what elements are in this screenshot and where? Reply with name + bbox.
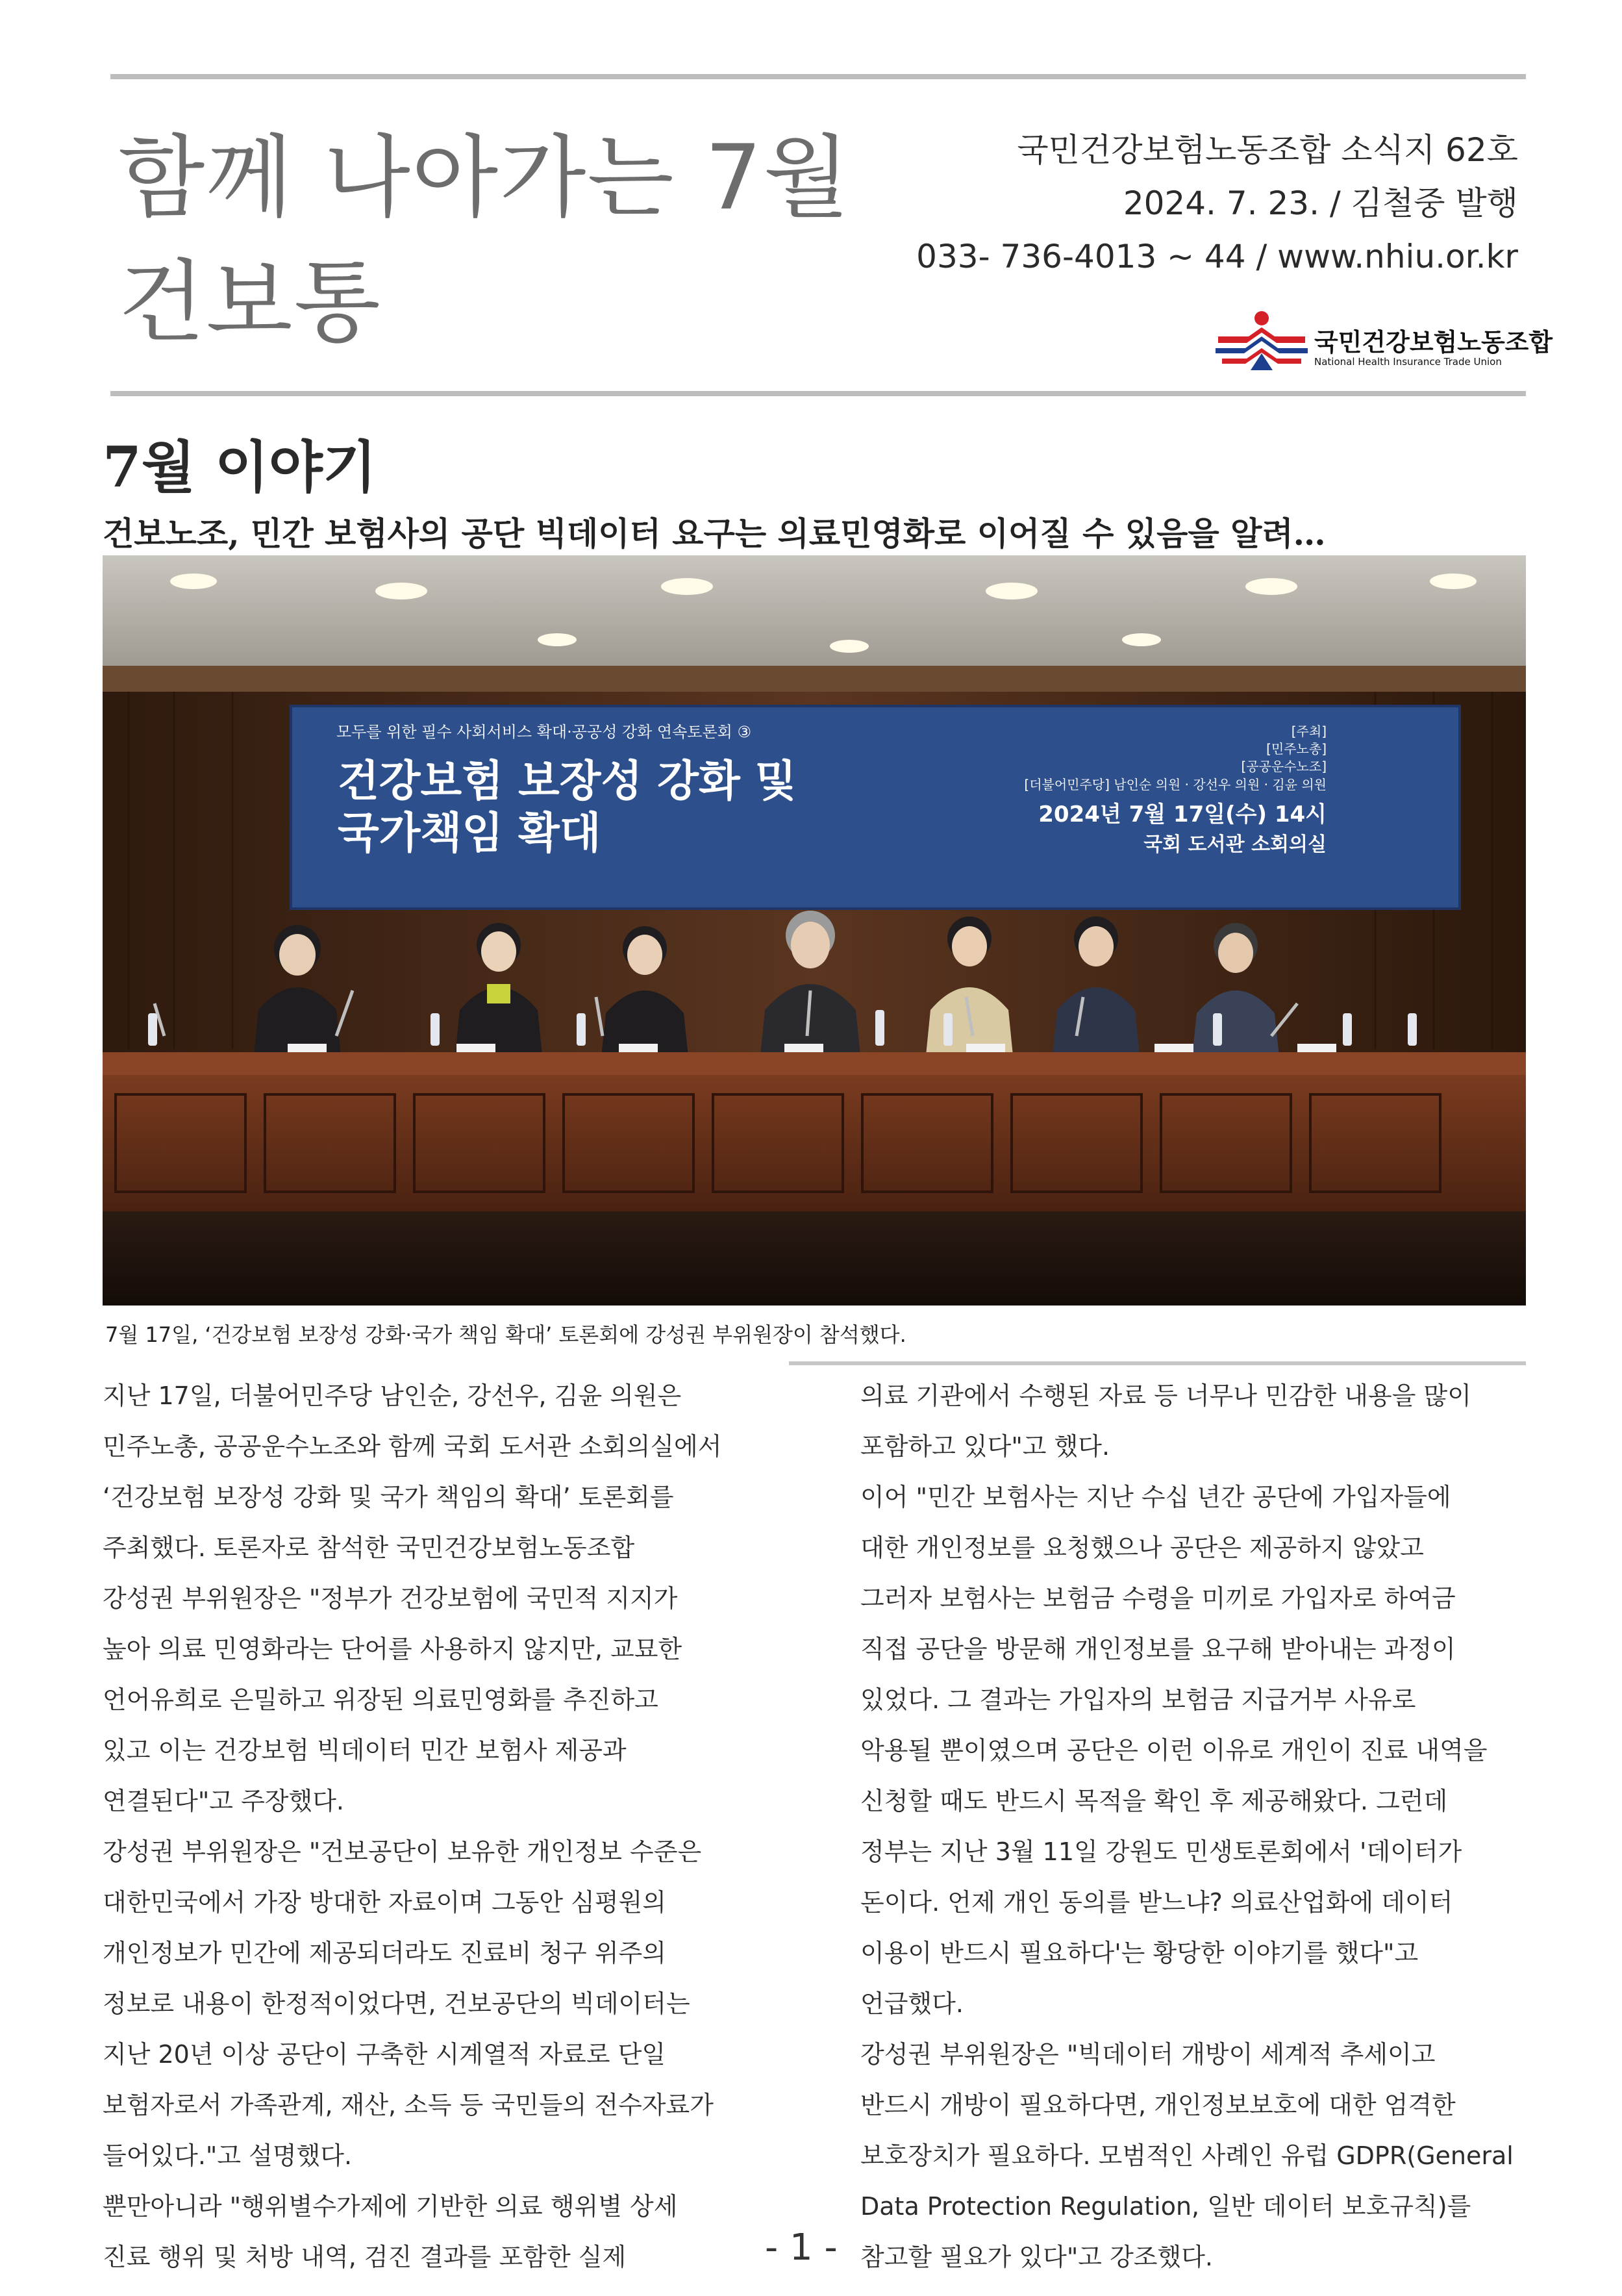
article-line: 진료 행위 및 처방 내역, 검진 결과를 포함한 실제: [103, 2243, 627, 2271]
masthead-bottom-rule: [110, 391, 1526, 396]
union-logo-icon: [1213, 310, 1310, 375]
banner-datetime: 2024년 7월 17일(수) 14시: [1038, 801, 1327, 827]
union-logo-name: 국민건강보험노동조합: [1314, 328, 1553, 357]
banner-host-1: [민주노총]: [1266, 741, 1327, 757]
article-line: 지난 17일, 더불어민주당 남인순, 강선우, 김윤 의원은: [103, 1381, 682, 1410]
article-line: 대한 개인정보를 요청했으나 공단은 제공하지 않았고: [860, 1533, 1424, 1562]
banner-title-line2: 국가책임 확대: [338, 808, 601, 858]
article-line: Data Protection Regulation, 일반 데이터 보호규칙)를: [860, 2192, 1471, 2221]
article-line: 언어유희로 은밀하고 위장된 의료민영화를 추진하고: [103, 1685, 658, 1714]
article-headline: 건보노조, 민간 보험사의 공단 빅데이터 요구는 의료민영화로 이어질 수 있음을 알려…: [103, 514, 1326, 553]
forum-photo-scene: [103, 555, 1526, 1306]
ceiling: [103, 555, 1526, 675]
article-line: 강성권 부위원장은 "건보공단이 보유한 개인정보 수준은: [103, 1837, 702, 1866]
article-line: 의료 기관에서 수행된 자료 등 너무나 민감한 내용을 많이: [860, 1381, 1471, 1410]
banner-title-line1: 건강보험 보장성 강화 및: [338, 756, 797, 806]
issue-date-publisher: 2024. 7. 23. / 김철중 발행: [1123, 184, 1518, 222]
article-column-right: [860, 1370, 1529, 2282]
section-title: 7월 이야기: [103, 435, 377, 500]
top-rule: [110, 74, 1526, 79]
caption-rule: [789, 1361, 1526, 1365]
article-line: 언급했다.: [860, 1989, 964, 2018]
article-line: 민주노총, 공공운수노조와 함께 국회 도서관 소회의실에서: [103, 1432, 722, 1461]
article-column-left: [103, 1370, 758, 2282]
article-line: 이용이 반드시 필요하다'는 황당한 이야기를 했다"고: [860, 1939, 1419, 1967]
page-number: - 1 -: [765, 2227, 838, 2269]
article-line: 있었다. 그 결과는 가입자의 보험금 지급거부 사유로: [860, 1685, 1416, 1714]
lanyard-badge: [487, 984, 510, 1003]
article-line: 주최했다. 토론자로 참석한 국민건강보험노동조합: [103, 1533, 635, 1562]
banner-host-label: [주최]: [1291, 724, 1327, 739]
article-line: 뿐만아니라 "행위별수가제에 기반한 의료 행위별 상세: [103, 2192, 678, 2221]
union-logo-subtitle: National Health Insurance Trade Union: [1314, 356, 1502, 368]
forum-photo: [103, 555, 1526, 1306]
article-line: 포함하고 있다"고 했다.: [860, 1432, 1110, 1461]
banner-series: 모두를 위한 필수 사회서비스 확대·공공성 강화 연속토론회 ③: [336, 723, 751, 741]
article-line: ‘건강보험 보장성 강화 및 국가 책임의 확대’ 토론회를: [103, 1483, 674, 1511]
article-line: 보험자로서 가족관계, 재산, 소득 등 국민들의 전수자료가: [103, 2091, 714, 2119]
forum-banner: [291, 706, 1460, 909]
article-line: 연결된다"고 주장했다.: [103, 1787, 345, 1815]
issue-contact: 033- 736-4013 ~ 44 / www.nhiu.or.kr: [916, 238, 1518, 275]
article-line: 있고 이는 건강보험 빅데이터 민간 보험사 제공과: [103, 1736, 627, 1765]
article-line: 돈이다. 언제 개인 동의를 받느냐? 의료산업화에 데이터: [860, 1888, 1453, 1917]
article-line: 보호장치가 필요하다. 모범적인 사례인 유럽 GDPR(General: [860, 2141, 1514, 2170]
article-line: 강성권 부위원장은 "정부가 건강보험에 국민적 지지가: [103, 1584, 678, 1613]
article-line: 강성권 부위원장은 "빅데이터 개방이 세계적 추세이고: [860, 2040, 1436, 2069]
photo-caption: 7월 17일, ‘건강보험 보장성 강화·국가 책임 확대’ 토론회에 강성권 부위원장이 참석했다.: [105, 1322, 906, 1347]
article-line: 신청할 때도 반드시 목적을 확인 후 제공해왔다. 그런데: [860, 1787, 1448, 1815]
banner-host-2: [공공운수노조]: [1241, 759, 1327, 774]
article-line: 정보로 내용이 한정적이었다면, 건보공단의 빅데이터는: [103, 1989, 690, 2018]
article-line: 직접 공단을 방문해 개인정보를 요구해 받아내는 과정이: [860, 1635, 1456, 1663]
masthead-title: [118, 116, 851, 365]
article-line: 들어있다."고 설명했다.: [103, 2141, 353, 2170]
issue-number: 국민건강보험노동조합 소식지 62호: [1017, 131, 1518, 169]
masthead-title-line2: 건보통: [118, 250, 382, 355]
banner-venue: 국회 도서관 소회의실: [1143, 833, 1327, 856]
article-line: 개인정보가 민간에 제공되더라도 진료비 청구 위주의: [103, 1939, 666, 1967]
article-line: 높아 의료 민영화라는 단어를 사용하지 않지만, 교묘한: [103, 1635, 682, 1663]
floor: [103, 1211, 1526, 1306]
masthead-title-line1: 함께 나아가는 7월: [118, 125, 851, 230]
article-line: 정부는 지난 3월 11일 강원도 민생토론회에서 '데이터가: [860, 1837, 1462, 1866]
ceiling-trim: [103, 666, 1526, 692]
desk-top: [103, 1052, 1526, 1076]
article-line: 그러자 보험사는 보험금 수령을 미끼로 가입자로 하여금: [860, 1584, 1456, 1613]
article-line: 참고할 필요가 있다"고 강조했다.: [860, 2243, 1214, 2271]
banner-host-3: [더불어민주당] 남인순 의원 · 강선우 의원 · 김윤 의원: [1024, 777, 1327, 792]
article-line: 악용될 뿐이였으며 공단은 이런 이유로 개인이 진료 내역을: [860, 1736, 1488, 1765]
article-line: 반드시 개방이 필요하다면, 개인정보보호에 대한 엄격한: [860, 2091, 1456, 2119]
article-line: 지난 20년 이상 공단이 구축한 시계열적 자료로 단일: [103, 2040, 666, 2069]
union-logo: [1213, 310, 1553, 375]
article-line: 대한민국에서 가장 방대한 자료이며 그동안 심평원의: [103, 1888, 666, 1917]
article-line: 이어 "민간 보험사는 지난 수십 년간 공단에 가입자들에: [860, 1483, 1451, 1511]
issue-info: [916, 123, 1518, 283]
